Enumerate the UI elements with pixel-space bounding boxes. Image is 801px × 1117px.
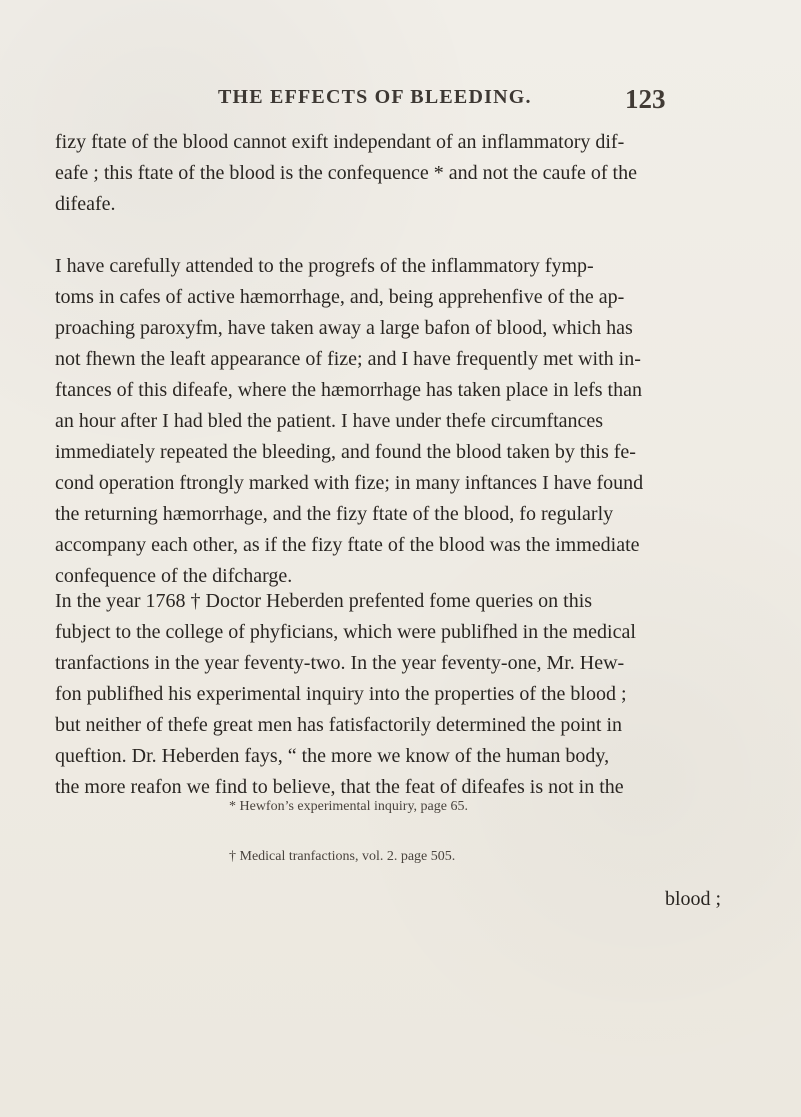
text-line: the returning hæmorrhage, and the fizy ftate of the blood, fo regularly	[55, 503, 614, 525]
text-line: immediately repeated the bleeding, and found the blood taken by this fe-	[55, 441, 636, 463]
text-line: I have carefully attended to the progrefs of the inflammatory fymp-	[55, 255, 594, 277]
text-line: tranfactions in the year feventy-two. In the year feventy-one, Mr. Hew-	[55, 652, 625, 674]
text-line: not fhewn the leaft appearance of fize; and I have frequently met with in-	[55, 348, 641, 370]
text-line: but neither of thefe great men has fatisfactorily determined the point in	[55, 714, 623, 736]
text-line: accompany each other, as if the fizy ftate of the blood was the immediate	[55, 534, 640, 556]
text-line: fizy ftate of the blood cannot exift independant of an inflammatory dif-	[55, 131, 625, 153]
catchword: blood ;	[665, 888, 722, 910]
footnote-2: † Medical tranfactions, vol. 2. page 505.	[229, 849, 456, 864]
text-line: fubject to the college of phyficians, which were publifhed in the medical	[55, 621, 636, 643]
text-line: toms in cafes of active hæmorrhage, and, being apprehenfive of the ap-	[55, 286, 625, 308]
running-title: THE EFFECTS OF BLEEDING.	[218, 86, 532, 108]
paragraph-3	[55, 586, 745, 803]
text-line: ftances of this difeafe, where the hæmorrhage has taken place in lefs than	[55, 379, 642, 401]
text-line: difeafe.	[55, 193, 116, 215]
text-line: proaching paroxyfm, have taken away a large bafon of blood, which has	[55, 317, 633, 339]
text-line: cond operation ftrongly marked with fize; in many inftances I have found	[55, 472, 644, 494]
text-line: eafe ; this ftate of the blood is the confequence * and not the caufe of the	[55, 162, 637, 184]
text-line: In the year 1768 † Doctor Heberden prefented fome queries on this	[55, 590, 593, 612]
text-line: an hour after I had bled the patient. I have under thefe circumftances	[55, 410, 604, 432]
text-line: the more reafon we find to believe, that the feat of difeafes is not in the	[55, 776, 624, 798]
text-line: queftion. Dr. Heberden fays, “ the more we know of the human body,	[55, 745, 610, 767]
footnote-1: * Hewfon’s experimental inquiry, page 65.	[229, 799, 468, 814]
page-number: 123	[625, 84, 666, 114]
paragraph-1	[55, 127, 745, 220]
paragraph-2	[55, 251, 745, 592]
text-line: confequence of the difcharge.	[55, 565, 293, 587]
text-line: fon publifhed his experimental inquiry into the properties of the blood ;	[55, 683, 627, 705]
